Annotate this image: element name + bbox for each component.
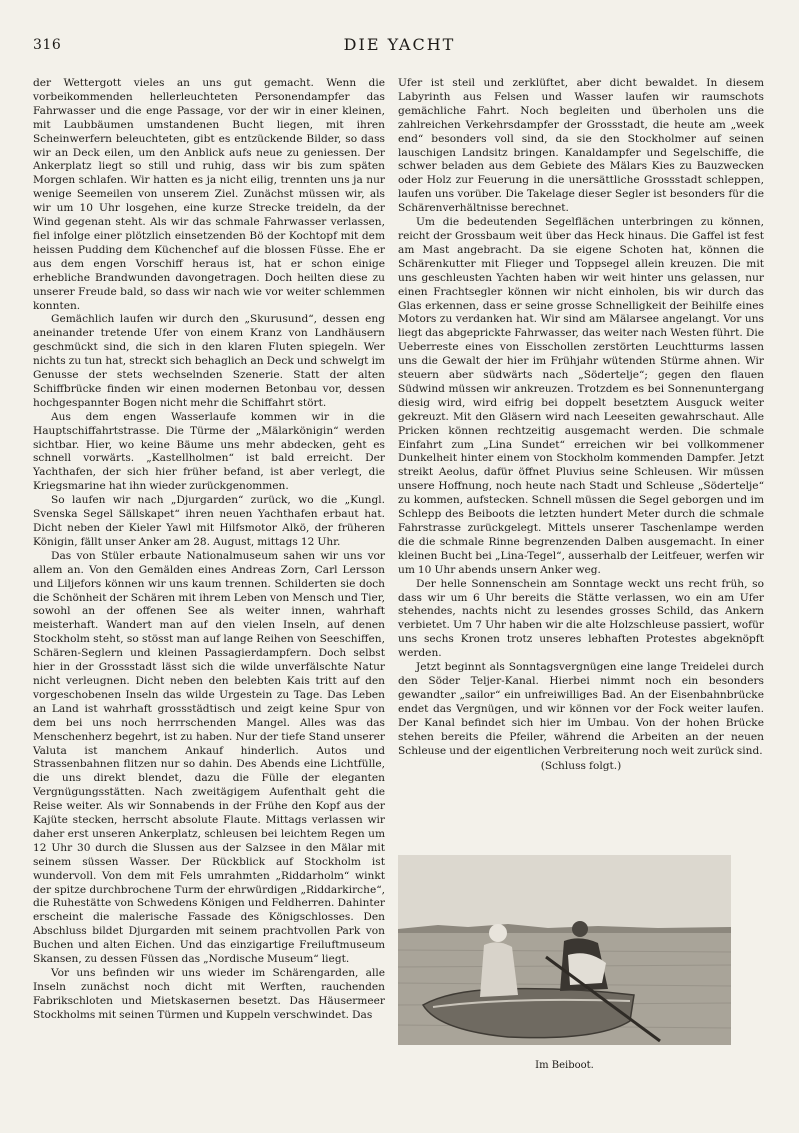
photo-caption: Im Beiboot.	[535, 1060, 594, 1071]
paragraph: Der helle Sonnenschein am Sonntage weckt uns recht früh, so dass wir um 6 Uhr bereits die Stätte verlassen, wo ein am Ufer stehendes, nachts nicht zu lesendes grosses Schild, das Ankern verbietet. Um 7 Uhr haben wir die alte Holzschleuse passiert, wofür uns sechs Kronen trotz unseres lebhaften Protestes abgeknöpft werden.	[398, 577, 764, 660]
paragraph: Ufer ist steil und zerklüftet, aber dicht bewaldet. In diesem Labyrinth aus Felsen und Wasser laufen wir raumschots gemächliche Fahrt. Noch begleiten und überholen uns die zahlreichen Verkehrsdampfer der Grossstadt, die heute am „week end“ besonders voll sind, da sie den Stockholmer auf seinen lauschigen Landsitz bringen. Kanaldampfer und Segelschiffe, die schwer beladen aus dem Gebiete des Mälars Kies zu Bauzwecken oder Holz zur Feuerung in die unersättliche Grossstadt schleppen, laufen uns vorüber. Die Takelage dieser Segler ist besonders für die Schärenverhältnisse berechnet.	[398, 77, 764, 215]
photo-illustration	[398, 855, 731, 1045]
sign-off: (Schluss folgt.)	[540, 760, 622, 773]
paragraph: So laufen wir nach „Djurgarden“ zurück, wo die „Kungl. Svenska Segel Sällskapet“ ihren neuen Yachthafen erbaut hat. Dicht neben der Kieler Yawl mit Hilfsmotor Alkö, der früheren Königin, fällt unser Anker am 28. August, mittags 12 Uhr.	[33, 494, 385, 548]
paragraph: Das von Stüler erbaute Nationalmuseum sahen wir uns vor allem an. Von den Gemälden eines Andreas Zorn, Carl Lersson und Liljefors können wir uns kaum trennen. Schilderten sie doch die Schönheit der Schären mit ihrem Leben von Mensch und Tier, sowohl an der offenen See als weiter innen, wahrhaft meisterhaft. Wandert man auf den vielen Inseln, auf denen Stockholm steht, so stösst man auf lange Reihen von Seeschiffen, Schären-Seglern und kleinen Passagierdampfern. Doch selbst hier in der Grossstadt lässt sich die wilde unverfälschte Natur nicht verleugnen. Dicht neben den belebten Kais tritt auf den vorgeschobenen Inseln das wilde Urgestein zu Tage. Das Leben an Land ist wahrhaft grossstädtisch und zeigt keine Spur von dem bei uns noch herrrschenden Mangel. Alles was das Menschenherz begehrt, ist zu haben. Nur der tiefe Stand unserer Valuta ist manchem Ankauf hinderlich. Autos und Strassenbahnen flitzen nur so dahin. Des Abends eine Lichtfülle, die uns direkt blendet, dazu die Fülle der eleganten Vergnügungsstätten. Nach zweitägigem Aufenthalt geht die Reise weiter. Als wir Sonnabends in der Frühe den Kopf aus der Kajüte stecken, herrscht absolute Flaute. Mittags verlassen wir daher erst unseren Ankerplatz, schleusen bei leichtem Regen um 12 Uhr 30 durch die Slussen aus der Salzsee in den Mälar mit seinem süssen Wasser. Der Rückblick auf Stockholm ist wundervoll. Von dem mit Fels umrahmten „Riddarholm“ winkt der spitze durchbrochene Turm der ehrwürdigen „Riddarkirche“, die Ruhestätte von Schwedens Königen und Feldherren. Dahinter erscheint die malerische Fassade des Königschlosses. Den Abschluss bildet Djurgarden mit seinem prachtvollen Park von Buchen und alten Eichen. Und das einzigartige Freiluftmuseum Skansen, zu dessen Füssen das „Nordische Museum“ liegt.	[33, 549, 385, 966]
paragraph: Vor uns befinden wir uns wieder im Schärengarden, alle Inseln zunächst noch dicht mit Werften, rauchenden Fabrikschloten und Mietskasernen besetzt. Das Häusermeer Stockholms mit seinen Türmen und Kuppeln verschwindet. Das	[33, 967, 385, 1021]
photo-rowboat	[398, 855, 731, 1045]
right-column	[398, 77, 764, 774]
paragraph: Um die bedeutenden Segelflächen unterbringen zu können, reicht der Grossbaum weit über das Heck hinaus. Die Gaffel ist fest am Mast angebracht. Da sie eigene Schoten hat, können die Schärenkutter mit Flieger und Toppsegel allein kreuzen. Die mit uns geschleusten Yachten haben wir weit hinter uns gelassen, nur einen Frachtsegler können wir nicht einholen, bis wir durch das Glas erkennen, dass er seine grosse Schnelligkeit der Beihilfe eines Motors zu verdanken hat. Wir sind am Mälarsee angelangt. Vor uns liegt das abgeprickte Fahrwasser, das weiter nach Westen führt. Die Ueberreste eines von Eisschollen zerstörten Leuchtturms lassen uns die Gewalt der hier im Frühjahr wütenden Stürme ahnen. Wir steuern aber südwärts nach „Södertelje“; gegen den flauen Südwind müssen wir ankreuzen. Trotzdem es bei Sonnenuntergang diesig wird, wird eifrig bei doppelt besetztem Ausguck weiter gekreuzt. Mit den Gläsern wird nach Leeseiten gewahrschaut. Alle Pricken können rechtzeitig ausgemacht werden. Die schmale Einfahrt zum „Lina Sundet“ erreichen wir bei vollkommener Dunkelheit hinter einem von Stockholm kommenden Dampfer. Jetzt streikt Aeolus, dafür öffnet Pluvius seine Schleusen. Wir müssen unsere Hoffnung, noch heute nach Stadt und Schleuse „Södertelje“ zu kommen, aufstecken. Schnell müssen die Segel geborgen und im Schlepp des Beiboots die letzten hundert Meter durch die schmale Fahrstrasse zurückgelegt. Mittels unserer Taschenlampe werden die die schmale Rinne begrenzenden Dalben ausgemacht. In einer kleinen Bucht bei „Lina-Tegel“, ausserhalb der Leitfeuer, werfen wir um 10 Uhr abends unsern Anker weg.	[398, 216, 764, 576]
paragraph: Aus dem engen Wasserlaufe kommen wir in die Hauptschiffahrtstrasse. Die Türme der „Mälarkönigin“ werden sichtbar. Hier, wo keine Bäume uns mehr abdecken, geht es schnell vorwärts. „Kastellholmen“ ist bald erreicht. Der Yachthafen, der sich hier früher befand, ist aber verlegt, die Kriegsmarine hat ihn wieder zurückgenommen.	[33, 410, 385, 493]
left-column	[33, 77, 385, 1023]
running-head: DIE YACHT	[343, 35, 456, 54]
paragraph: der Wettergott vieles an uns gut gemacht. Wenn die vorbeikommenden hellerleuchteten Personendampfer das Fahrwasser und die enge Passage, vor der wir in einer kleinen, mit Laubbäumen umstandenen Bucht liegen, mit ihren Scheinwerfern beleuchteten, gibt es entzückende Bilder, so dass wir an Deck eilen, um den Anblick aufs neue zu geniessen. Der Ankerplatz liegt so still und ruhig, dass wir bis zum späten Morgen schlafen. Wir hatten es ja nicht eilig, trennten uns ja nur wenige Seemeilen von unserem Ziel. Zunächst müssen wir, als wir um 10 Uhr losgehen, eine kurze Strecke treideln, da der Wind gegenan steht. Als wir das schmale Fahrwasser verlassen, fiel infolge einer plötzlich einsetzenden Bö der Kochtopf mit dem heissen Pudding dem Küchenchef auf die blossen Füsse. Ehe er aus dem engen Vorschiff heraus ist, hat er schon einige erhebliche Brandwunden davongetragen. Doch heilten diese zu unserer Freude bald, so dass wir nach wie vor weiter schlemmen konnten.	[33, 77, 385, 312]
page-number: 316	[33, 37, 62, 53]
photo-figure-left-head	[489, 924, 507, 942]
paragraph: Gemächlich laufen wir durch den „Skurusund“, dessen eng aneinander tretende Ufer von einem Kranz von Landhäusern geschmückt sind, die sich in den klaren Fluten spiegeln. Wer nichts zu tun hat, streckt sich behaglich an Deck und schwelgt im Genusse der stets wechselnden Szenerie. Statt der alten Schiffbrücke finden wir einen modernen Betonbau vor, dessen hochgespannter Bogen nicht mehr die Schiffahrt stört.	[33, 313, 385, 409]
paragraph: Jetzt beginnt als Sonntagsvergnügen eine lange Treidelei durch den Söder Teljer-Kanal. Hierbei nimmt noch ein besonders gewandter „sailor“ ein unfreiwilliges Bad. An der Eisenbahnbrücke endet das Vergnügen, und wir können vor der Fock weiter laufen. Der Kanal befindet sich hier im Umbau. Von der hohen Brücke stehen bereits die Pfeiler, während die Arbeiten an der neuen Schleuse und der eigentlichen Verbreiterung noch weit zurück sind.	[398, 661, 764, 757]
photo-figure-left	[480, 942, 518, 997]
photo-sky	[398, 855, 731, 933]
photo-figure-right-head	[572, 921, 588, 937]
